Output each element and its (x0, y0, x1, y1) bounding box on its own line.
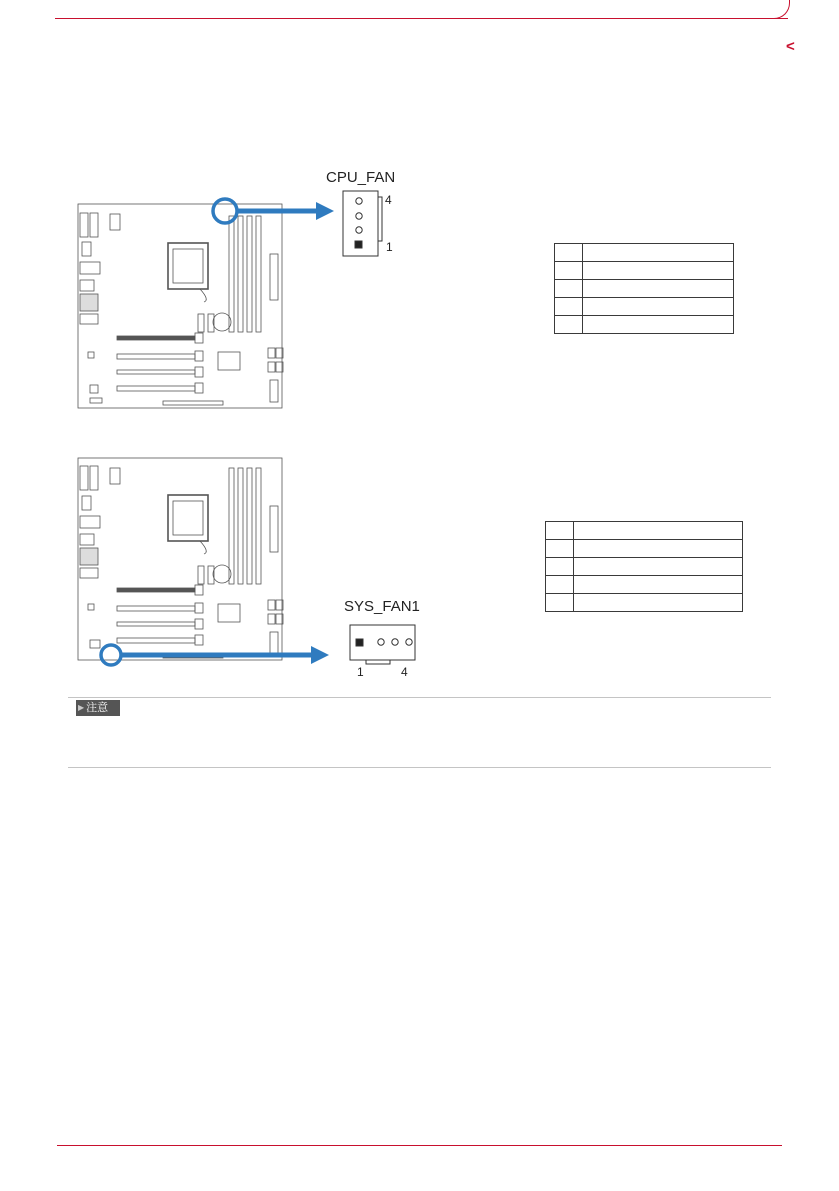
sys-fan-pin-last: 4 (401, 665, 408, 679)
table-row (546, 522, 743, 540)
table-row (546, 558, 743, 576)
footer-rule (57, 1145, 782, 1146)
table-row (546, 576, 743, 594)
triangle-right-icon: ▶ (78, 703, 85, 712)
table-row (546, 594, 743, 612)
sys-fan-arrow-head (311, 646, 329, 664)
note-top-rule (68, 697, 771, 698)
chevron-left-icon[interactable]: < (786, 38, 795, 55)
note-bottom-rule (68, 767, 771, 768)
cpu-fan-pin-last: 4 (385, 193, 392, 207)
sys-fan-connector (350, 625, 415, 664)
note-badge (76, 700, 120, 716)
cpu-fan-pin-first: 1 (386, 240, 393, 254)
motherboard-layout-bottom (78, 458, 283, 660)
cpu-fan-label: CPU_FAN (326, 169, 396, 186)
sys-fan-label: SYS_FAN1 (344, 598, 420, 615)
sys-fan-highlight (101, 645, 121, 665)
sys-fan-pin-first: 1 (357, 665, 364, 679)
sys-fan-pin-table (545, 521, 743, 612)
note-badge-label: 注意 (86, 702, 109, 714)
table-row (546, 540, 743, 558)
